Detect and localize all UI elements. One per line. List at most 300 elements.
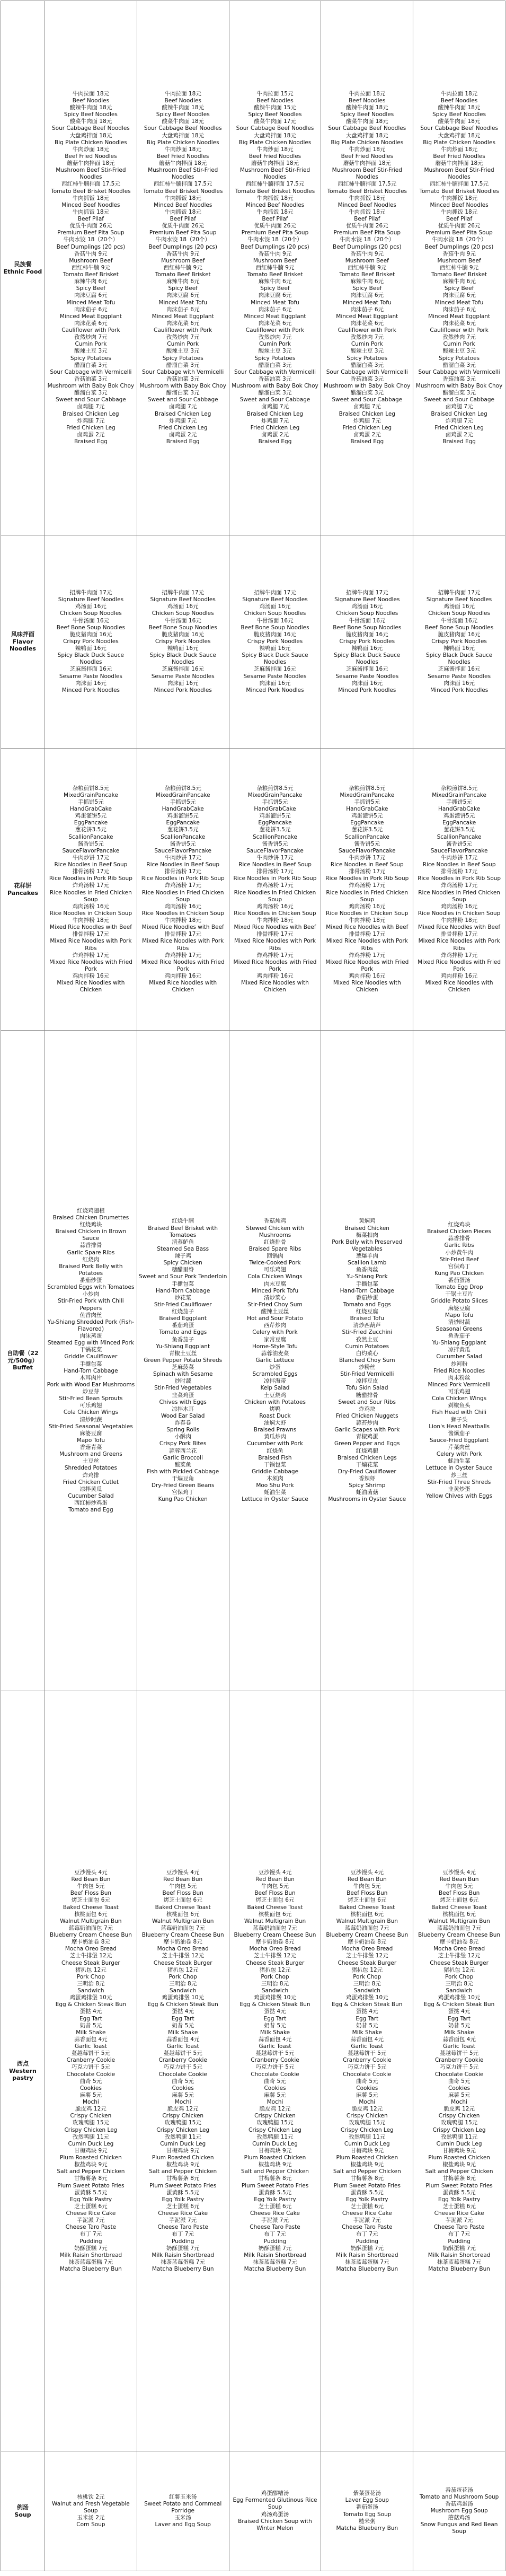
menu-item-line: 芝士蛋糕 6元 (74, 2203, 108, 2210)
menu-item-line: 酸辣土豆 3元 (258, 348, 292, 355)
menu-item-line: 可乐鸡翅 (448, 1388, 471, 1395)
menu-item-line: 蔓越莓饼干 5元 (163, 2050, 202, 2057)
menu-item-line: 大盘鸡拌面 18元 (69, 132, 112, 139)
menu-item-line: 奶酥蛋糕 7元 (74, 2245, 108, 2252)
menu-item-line: Sweet and Sour Cabbage (56, 397, 126, 403)
menu-item-line: MixedGrainPancake (64, 792, 118, 798)
menu-item-line: Cranberry Cookie (343, 2057, 392, 2064)
menu-item-line: 优质牛肉面 26元 (69, 223, 112, 230)
menu-item-line: Plum Sweet Potato Fries (425, 2182, 493, 2189)
menu-item-line: 排骨拌粉 17元 (440, 931, 478, 938)
menu-item-line: Milk Raisin Shortbread (428, 2252, 491, 2258)
menu-item-line: 椒盐鸡块 9元 (74, 2161, 108, 2168)
menu-item-line: 肉沫面 16元 (259, 680, 291, 687)
menu-item-line: 芝麻菠菜 (172, 1364, 194, 1371)
menu-item-line: 鸡蛋灌饼5元 (351, 813, 383, 820)
menu-item-line: Cumin Pork (351, 341, 383, 348)
menu-item-line: 三明治 8元 (353, 1980, 381, 1987)
menu-item-line: 孜然炒肉 7元 (166, 334, 200, 341)
menu-item-line: 鸡肉拌粉 16元 (440, 973, 478, 979)
menu-item-line: 脆皮鸡 12元 (75, 2106, 106, 2113)
menu-item-line: Minced Pork Tofu (251, 1287, 299, 1294)
menu-item-line: 鸡肉汤粉 16元 (349, 903, 386, 910)
menu-item-line: 孜然鸭腿 11元 (440, 2133, 478, 2140)
menu-item-line: Rice Noodles in Pork Rib Soup (325, 875, 409, 882)
menu-item-line: Red Bean Bun (163, 1876, 203, 1883)
menu-item-line: 孜然炒肉 7元 (350, 334, 384, 341)
menu-item-line: 肉沫豆腐 6元 (350, 292, 384, 299)
menu-item-line: Sour Cabbage with Vermicelli (142, 368, 224, 375)
menu-item-line: Mushroom with Baby Bok Choy (139, 383, 226, 390)
menu-item-line: 番茄炒蛋 (79, 1277, 102, 1283)
menu-item-line: 脆皮猪肉面 16元 (69, 631, 112, 638)
menu-item-line: Spring Rolls (166, 1427, 200, 1434)
menu-item-line: 肉沫花菜 6元 (350, 320, 384, 327)
menu-item-line: Mixed Rice Noodles with Fried Pork (49, 959, 132, 972)
menu-item-line: Mapo Tofu (445, 1312, 474, 1318)
menu-item-line: 椒盐鸡块 9元 (442, 2161, 476, 2168)
menu-item-line: 鸡蛋灌饼5元 (259, 813, 291, 820)
menu-item-line: Cumin Pork (75, 341, 107, 348)
menu-item-line: 甘梅薯条 8元 (166, 2175, 200, 2182)
menu-item-line: 核桃面包 6元 (74, 1911, 108, 1918)
menu-item-line: 蒜蓉油麦菜 (261, 1350, 289, 1357)
menu-item-line: Braised Chicken Leg (154, 410, 211, 417)
menu-item-line: Sandwich (353, 1988, 380, 1994)
menu-item-line: Minced Meat Tofu (66, 299, 116, 306)
menu-day-cell (413, 749, 505, 1031)
menu-item-line: Mushroom with Baby Bok Choy (415, 383, 503, 390)
menu-item-line: Plum Sweet Potato Fries (149, 2182, 217, 2189)
menu-item-line: 肉沫花菜 6元 (442, 320, 476, 327)
menu-item-line: Plum Sweet Potato Fries (57, 2182, 125, 2189)
menu-item-line: 酸辣牛肉面 18元 (345, 104, 388, 111)
menu-item-line: 醋溜白菜 3元 (74, 390, 108, 397)
menu-item-line: 肉沫豆腐 6元 (166, 292, 200, 299)
menu-item-line: 肉沫豆腐 6元 (258, 292, 292, 299)
menu-item-line: Yu-Shiang Shredded Pork (Fish-Flavored) (47, 1318, 134, 1332)
menu-item-line: Spicy Potatoes (439, 355, 480, 362)
menu-item-line: Fish Head with Chili (432, 1409, 486, 1416)
menu-item-line: 牛肉包 5元 (261, 1883, 289, 1890)
menu-item-line: Sesame Paste Noodles (151, 673, 215, 680)
menu-item-line: 孜然土豆 (356, 1336, 378, 1343)
menu-item-line: 手撕包菜 (79, 1360, 102, 1367)
menu-item-line: Beef Dumplings (20 pcs) (56, 243, 126, 250)
menu-item-line: 炸春卷 (174, 1420, 191, 1427)
menu-item-line: 青椒鸡蛋 (356, 1434, 378, 1440)
menu-item-line: Beef Pilaf (77, 216, 104, 223)
menu-item-line: Garlic Toast (351, 2043, 384, 2050)
menu-item-line: Rice Noodles in Fried Chicken Soup (418, 889, 500, 903)
menu-item-line: 醋溜白菜 3元 (258, 362, 292, 368)
menu-item-line: 红烧牛腩 (172, 1218, 194, 1225)
menu-item-line: 蔓越莓饼干 5元 (255, 2050, 295, 2057)
menu-item-line: 醋溜白菜 3元 (442, 362, 476, 368)
menu-item-line: Spicy Beef (260, 285, 290, 292)
menu-item-line: Mixed Rice Noodles with Pork Ribs (142, 938, 224, 952)
menu-item-line: Green Pepper Potato Shreds (144, 1357, 223, 1364)
menu-item-line: Sandwich (261, 1988, 289, 1994)
menu-item-line: Garlic Lettuce (255, 1357, 295, 1364)
menu-item-line: 摩卡奶油卷 8元 (255, 1939, 295, 1946)
menu-item-line: Red Bean Bun (439, 1876, 479, 1883)
menu-item-line: 牛肉水饺 18（20个） (340, 236, 395, 243)
menu-item-line: Mushroom with Baby Bok Choy (47, 383, 135, 390)
menu-item-line: 干煸花菜 (356, 1461, 378, 1468)
menu-day-cell (413, 1031, 505, 1691)
menu-item-line: Pudding (356, 2238, 378, 2245)
section-name-en: Western pastry (9, 2067, 37, 2082)
menu-item-line: Sandwich (170, 1988, 197, 1994)
menu-item-line: Fish with Pickled Cabbage (147, 1468, 219, 1475)
menu-item-line: Tomato and Egg (68, 1507, 113, 1514)
menu-item-line: 烤芝士面包 6元 (348, 1897, 387, 1904)
menu-item-line: Laver Egg Soup (345, 2497, 389, 2504)
menu-item-line: Milk Raisin Shortbread (335, 2252, 398, 2258)
menu-item-line: 葱爆羊肉 (356, 1253, 378, 1260)
menu-item-line: Minced Pork Noodles (338, 687, 396, 693)
menu-item-line: 香菇鸡蛋汤 (445, 2500, 473, 2507)
menu-item-line: 凉拌豆皮 (356, 1378, 378, 1385)
menu-day-cell (137, 535, 229, 749)
menu-item-line: Garlic Ribs (444, 1242, 474, 1249)
menu-item-line: Cauliflower with Pork (430, 327, 489, 334)
menu-item-line: 香菇油菜 3元 (350, 375, 384, 382)
menu-item-line: Premium Beef Pita Soup (241, 230, 309, 236)
menu-item-line: 葱花饼3.5元 (75, 827, 106, 833)
menu-item-line: 芋泥派 7元 (77, 2217, 105, 2224)
menu-item-line: 回锅肉 (267, 1253, 283, 1260)
menu-item-line: Mixed Rice Noodles with Chicken (425, 980, 493, 994)
menu-item-line: 炸鸡汤粉 17元 (349, 882, 386, 889)
menu-item-line: 牛肉包 5元 (353, 1883, 381, 1890)
menu-item-line: 牛肉水饺 18（20个） (63, 236, 119, 243)
menu-item-line: Mixed Rice Noodles with Fried Pork (418, 959, 501, 972)
menu-item-line: 手抓饼5元 (354, 798, 380, 805)
menu-item-line: 酸菜牛肉面 18元 (438, 118, 481, 125)
menu-item-line: 排骨汤粉 17元 (440, 868, 478, 875)
menu-item-line: Cucumber Salad (68, 1492, 114, 1499)
menu-day-cell (413, 535, 505, 749)
menu-item-line: Crispy Chicken Leg (340, 2126, 394, 2133)
menu-item-line: Braised Prawns (253, 1427, 297, 1434)
menu-item-line: 孜然鸭腿 11元 (349, 2133, 386, 2140)
section-name-zh: 例汤 (17, 2503, 29, 2511)
menu-item-line: Scrambled Eggs (252, 1371, 298, 1378)
menu-item-line: Egg Yolk Pastry (346, 2196, 388, 2203)
menu-item-line: 酸菜牛肉面 18元 (162, 118, 205, 125)
menu-item-line: 可乐鸡翅 (263, 1267, 286, 1273)
menu-item-line: Egg Tart (356, 2015, 379, 2022)
menu-item-line: 摩卡奶油卷 8元 (440, 1939, 479, 1946)
menu-item-line: Garlic Broccoli (163, 1454, 203, 1461)
menu-item-line: 炸鸡排 (82, 1472, 100, 1479)
menu-item-line: 肉末粉丝 (448, 1374, 471, 1381)
menu-item-line: Garlic Toast (74, 2043, 107, 2050)
menu-item-line: 香菇油菜 3元 (258, 375, 292, 382)
menu-item-line: Walnut Multigrain Bun (152, 1918, 214, 1924)
menu-item-line: 卤鸡蛋 2元 (169, 431, 197, 438)
menu-item-line: Blueberry Cream Cheese Bun (326, 1932, 409, 1938)
menu-item-line: 三明治 8元 (169, 1980, 197, 1987)
section-name-en: Soup (14, 2511, 31, 2518)
menu-item-line: 脆皮鸡 12元 (443, 2106, 475, 2113)
menu-item-line: Walnut Multigrain Bun (60, 1918, 122, 1924)
menu-item-line: 牛骨汤面 16元 (72, 617, 109, 624)
section-label (1, 2451, 45, 2571)
menu-item-line: 鸡蛋灌饼5元 (75, 813, 106, 820)
menu-item-line: Minced Meat Tofu (434, 299, 484, 306)
menu-item-line: 芋泥派 7元 (445, 2217, 473, 2224)
menu-item-line: 抹茶蓝莓蛋糕 7元 (345, 2258, 389, 2265)
menu-day-cell (413, 1691, 505, 2451)
menu-item-line: 玫瑰鸭腿 15元 (164, 2120, 201, 2126)
menu-item-line: Red Bean Bun (71, 1876, 111, 1883)
menu-item-line: Beef Floss Bun (254, 1890, 296, 1897)
menu-item-line: 西红柿牛腩 9元 (440, 264, 479, 271)
menu-item-line: Crispy Pork Noodles (63, 638, 119, 645)
menu-item-line: Sesame Paste Noodles (335, 673, 399, 680)
menu-item-line: 猪扒包 12元 (75, 1966, 106, 1973)
menu-item-line: Red Bean Bun (255, 1876, 295, 1883)
menu-item-line: Stir-Fried Vermicelli (340, 1371, 394, 1378)
menu-item-line: 土豆烧鸡 (263, 1392, 286, 1399)
menu-item-line: 鸡汤鸡蛋汤 (261, 2511, 289, 2518)
menu-item-line: Rice Noodles in Fried Chicken Soup (141, 889, 224, 903)
menu-item-line: Beef Bone Soup Noodles (56, 624, 125, 631)
menu-item-line: 大盘鸡拌面 18元 (162, 132, 205, 139)
menu-item-line: 蓝莓奶油面包 7元 (253, 1924, 297, 1931)
menu-item-line: 猪扒包 12元 (443, 1966, 475, 1973)
menu-item-line: Walnut Multigrain Bun (428, 1918, 490, 1924)
menu-item-line: Baked Cheese Toast (247, 1904, 303, 1911)
menu-item-line: Rice Noodles in Pork Rib Soup (141, 875, 225, 882)
menu-item-line: 蘑菇牛肉拌面 18元 (159, 160, 207, 167)
menu-item-line: Braised Chicken Leg (246, 410, 304, 417)
menu-item-line: Stir-Fried Pork with Chili Peppers (58, 1298, 124, 1312)
menu-item-line: Egg & Chicken Steak Bun (332, 2001, 403, 2008)
menu-item-line: 蒜香排骨 (448, 1235, 471, 1242)
menu-item-line: 奶昔 5元 (356, 2022, 378, 2029)
menu-item-line: Blueberry Cream Cheese Bun (234, 1932, 316, 1938)
menu-item-line: Pudding (448, 2238, 471, 2245)
menu-item-line: 麻薯 5元 (79, 2091, 102, 2098)
menu-item-line: Stir-Fried Beef (439, 1256, 479, 1263)
menu-item-line: Braised Chicken Soup with Winter Melon (238, 2518, 312, 2531)
menu-item-line: Signature Beef Noodles (426, 596, 492, 603)
menu-item-line: 鸡肉汤粉 16元 (256, 903, 294, 910)
menu-item-line: Tomato Egg Soup (343, 2511, 392, 2518)
menu-item-line: Milk Shake (260, 2029, 290, 2036)
menu-section-row (1, 1691, 505, 2451)
menu-item-line: Big Plate Chicken Noodles (238, 139, 312, 146)
menu-item-line: 炸鸡拌粉 17元 (72, 952, 109, 959)
menu-item-line: 炸鸡腿 7元 (445, 417, 473, 424)
menu-item-line: 曲奇 5元 (448, 2078, 471, 2085)
menu-item-line: Big Plate Chicken Noodles (146, 139, 219, 146)
menu-item-line: Sweet and Sour Cabbage (147, 397, 218, 403)
menu-item-line: Cheese Steak Burger (338, 1959, 397, 1966)
menu-item-line: Premium Beef Pita Soup (425, 230, 493, 236)
menu-item-line: Stir-Fried Choy Sum (247, 1301, 303, 1308)
menu-item-line: Mixed Rice Noodles with Beef (49, 924, 132, 931)
menu-item-line: Rice Noodles in Pork Rib Soup (233, 875, 317, 882)
menu-item-line: Braised Tofu (350, 1315, 384, 1322)
menu-item-line: Spicy Beef Noodles (156, 111, 210, 118)
menu-item-line: 布丁 7元 (79, 2231, 102, 2238)
section-label (1, 1691, 45, 2451)
menu-item-line: Garlic Toast (443, 2043, 476, 2050)
menu-item-line: 猪扒包 12元 (351, 1966, 383, 1973)
section-name-zh: 西点 (17, 2060, 29, 2067)
menu-item-line: Pork Chop (353, 1973, 381, 1980)
menu-item-line: Sour Cabbage with Vermicelli (418, 368, 500, 375)
menu-item-line: Mochi (359, 2099, 376, 2105)
menu-item-line: 排骨汤粉 17元 (72, 868, 109, 875)
menu-item-line: SauceFlavorPancake (154, 847, 212, 854)
menu-item-line: EggPancake (258, 820, 292, 827)
menu-item-line: 抹茶蓝莓蛋糕 7元 (437, 2258, 482, 2265)
menu-item-line: Signature Beef Noodles (334, 596, 400, 603)
menu-item-line: Stir-Fried Vegetables (154, 1385, 212, 1392)
menu-item-line: 手抓饼5元 (170, 798, 196, 805)
menu-item-line: Pudding (263, 2238, 287, 2245)
menu-item-line: 鸡肉汤粉 16元 (164, 903, 201, 910)
menu-item-line: Minced Beef Noodles (61, 201, 120, 208)
menu-item-line: 牛肉包 5元 (77, 1883, 105, 1890)
menu-item-line: 三明治 8元 (77, 1980, 105, 1987)
menu-item-line: Egg & Chicken Steak Bun (55, 2001, 127, 2008)
menu-item-line: 蚝油生菜 (448, 1458, 471, 1465)
menu-day-cell (45, 2451, 137, 2571)
menu-item-line: 抹茶蓝莓蛋糕 7元 (68, 2258, 113, 2265)
menu-item-line: 西芹炒肉 (263, 1322, 286, 1329)
menu-item-line: Chocolate Cookie (434, 2071, 484, 2078)
menu-item-line: 小酥肉 (174, 1434, 191, 1440)
menu-item-line: Griddle Cauliflower (64, 1353, 118, 1360)
menu-item-line: Rice Noodles in Pork Rib Soup (49, 875, 132, 882)
menu-item-line: Cola Chicken Wings (63, 1409, 118, 1416)
menu-item-line: 干锅花菜 (79, 1347, 102, 1353)
menu-item-line: 黄瓜炒肉 (263, 1434, 286, 1440)
menu-item-line: 孜然鸭腿 11元 (256, 2133, 294, 2140)
menu-item-line: 清炒菜心 (263, 1294, 286, 1301)
menu-item-line: 芹菜肉丝 (448, 1444, 471, 1450)
menu-item-line: 香菇牛肉 9元 (74, 250, 108, 257)
menu-item-line: 蒜香面包 4元 (442, 2036, 476, 2043)
menu-item-line: Moo Shu Pork (256, 1482, 294, 1489)
menu-item-line: Spicy Potatoes (254, 355, 296, 362)
menu-item-line: Mushroom and Greens (59, 1451, 122, 1458)
menu-item-line: Salt and Pepper Chicken (425, 2168, 493, 2175)
menu-item-line: Tomato Beef Brisket (155, 271, 211, 278)
menu-item-line: Minced Pork Noodles (154, 687, 212, 693)
menu-item-line: 杂粮煎饼8.5元 (256, 785, 294, 792)
menu-item-line: Beef Fried Noodles (433, 153, 485, 160)
menu-day-cell (229, 2451, 321, 2571)
menu-item-line: 甘梅鸡块 9元 (442, 2147, 476, 2154)
menu-item-line: Premium Beef Pita Soup (57, 230, 125, 236)
menu-item-line: 奶昔 5元 (264, 2022, 286, 2029)
menu-item-line: 炸鸡块 (359, 1405, 376, 1412)
menu-item-line: 孜然鸭腿 11元 (72, 2133, 109, 2140)
menu-item-line: Milk Shake (352, 2029, 382, 2036)
menu-item-line: 玉米汤 (174, 2515, 191, 2521)
menu-item-line: Minced Beef Noodles (338, 201, 396, 208)
menu-item-line: Tomato Beef Brisket (339, 271, 395, 278)
menu-day-cell (45, 535, 137, 749)
menu-item-line: 酱香饼5元 (170, 840, 196, 847)
menu-item-line: 牛肉炒面 18元 (164, 146, 201, 153)
menu-item-line: Minced Pork Noodles (61, 687, 120, 693)
menu-item-line: 红烧鸡翅根 (77, 1207, 105, 1214)
menu-item-line: Mixed Rice Noodles with Beef (326, 924, 409, 931)
menu-item-line: Yu-Shiang Pork (346, 1273, 388, 1280)
menu-item-line: 牛肉抓饭 18元 (72, 195, 109, 201)
menu-item-line: 麻薯 5元 (356, 2091, 378, 2098)
menu-item-line: 凉拌木耳 (172, 1405, 194, 1412)
menu-item-line: Crispy Chicken Leg (156, 2126, 210, 2133)
menu-item-line: Sesame Paste Noodles (59, 673, 122, 680)
menu-item-line: 芋泥派 7元 (353, 2217, 381, 2224)
menu-item-line: 紫菜蛋花汤 (353, 2490, 381, 2497)
menu-item-line: 手撕包菜 (356, 1280, 378, 1287)
menu-item-line: 芝麻酱拌面 16元 (345, 666, 388, 673)
menu-item-line: Beef Pilaf (354, 216, 380, 223)
menu-item-line: 奶酥蛋糕 7元 (442, 2245, 476, 2252)
menu-item-line: 肉沫茄子 6元 (166, 306, 200, 313)
menu-item-line: Roast Duck (259, 1412, 291, 1419)
menu-item-line: 巧克力饼干 5元 (255, 2064, 295, 2071)
menu-item-line: HandGrabCake (254, 806, 296, 812)
menu-item-line: Blanched Choy Sum (339, 1357, 395, 1364)
menu-item-line: Beef Floss Bun (70, 1890, 112, 1897)
menu-item-line: 牛肉炒面 18元 (440, 146, 478, 153)
menu-item-line: 麻婆豆腐 (448, 1305, 471, 1312)
menu-item-line: 蒜香面包 4元 (74, 2036, 108, 2043)
menu-item-line: Cookies (172, 2085, 194, 2091)
menu-item-line: Dry-Fried Cauliflower (338, 1468, 396, 1475)
menu-item-line: 西红柿牛腩拌面 17.5元 (430, 181, 489, 188)
menu-item-line: 牛肉抓饭 18元 (72, 208, 109, 215)
menu-item-line: Sweet Potato and Cornmeal Porridge (144, 2500, 222, 2514)
menu-item-line: 牛肉拉面 18元 (72, 90, 109, 97)
menu-item-line: Chicken Soup Noodles (152, 610, 214, 617)
section-name-zh: 自助餐（22元/500g） (7, 1349, 39, 1364)
menu-item-line: Crispy Chicken (70, 2113, 112, 2120)
menu-item-line: 牛肉抓饭 18元 (440, 195, 478, 201)
menu-day-cell (137, 1031, 229, 1691)
menu-item-line: Home-Style Tofu (252, 1343, 298, 1350)
menu-item-line: Cranberry Cookie (158, 2057, 207, 2064)
menu-day-cell (321, 1691, 413, 2451)
menu-item-line: 辣鸭面 16元 (259, 645, 291, 652)
menu-item-line: 鸡蛋灌饼5元 (443, 813, 475, 820)
menu-item-line: 优质牛肉面 26元 (162, 223, 205, 230)
menu-item-line: Spicy Black Duck Sauce Noodles (242, 652, 308, 666)
menu-item-line: 芝麻酱拌面 16元 (254, 666, 296, 673)
menu-item-line: 蘑菇牛肉拌面 18元 (343, 160, 391, 167)
menu-item-line: 香菇牛肉 9元 (258, 250, 292, 257)
menu-item-line: Cheese Taro Paste (433, 2224, 485, 2231)
menu-item-line: Plum Roasted Chicken (60, 2155, 122, 2161)
menu-item-line: Minced Pork Noodles (430, 687, 489, 693)
menu-item-line: Egg & Chicken Steak Bun (239, 2001, 310, 2008)
menu-item-line: Kelp Salad (260, 1385, 290, 1392)
menu-item-line: Cola Chicken Wings (247, 1273, 303, 1280)
menu-item-line: Egg Tart (263, 2015, 287, 2022)
